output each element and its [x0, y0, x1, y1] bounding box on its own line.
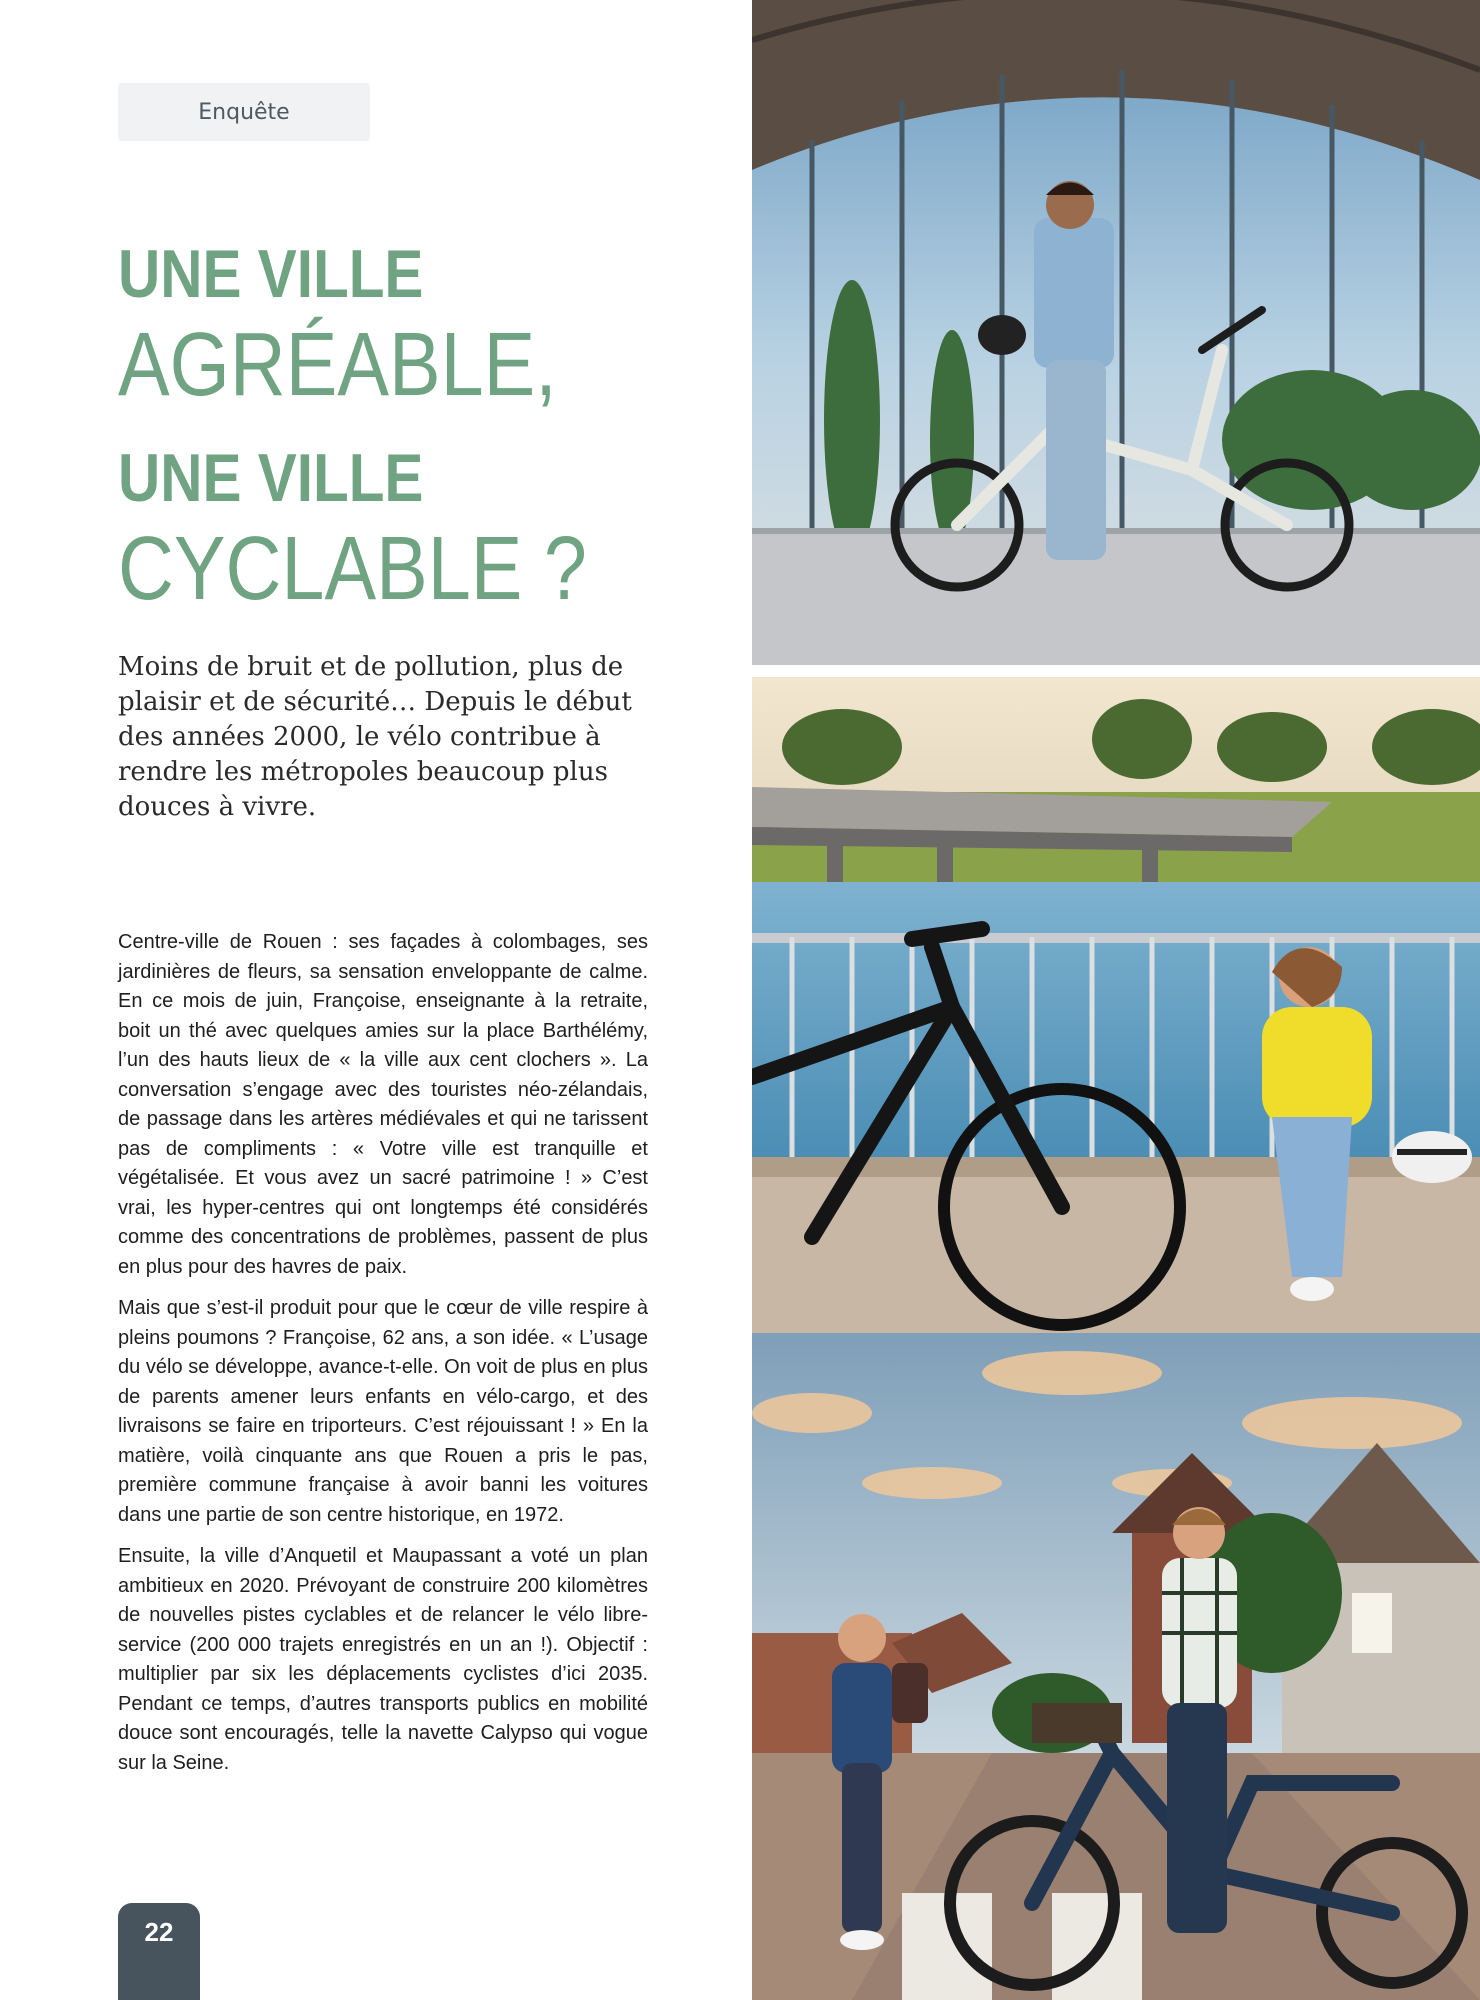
- title-line-1: UNE VILLE: [118, 236, 424, 312]
- photo-woman-bike-river-bridge-icon: [752, 677, 1480, 1333]
- title-line-2: AGRÉABLE,: [118, 315, 557, 415]
- body-paragraph-1: Centre-ville de Rouen : ses façades à colombages, ses jardinières de fleurs, sa sensation enveloppante de calme. En ce mois de juin, Françoise, enseignante à la retraite, boit un thé avec quelques amies sur la place Barthélémy, l’un des hauts lieux de « la ville aux cent clochers ». La conversation s’engage avec des touristes néo-zélandais, de passage dans les artères médiévales et qui ne tarissent pas de compliments : « Votre ville est tranquille et végétalisée. Et vous avez un sacré patrimoine ! » C’est vrai, les hyper-centres qui ont longtemps été considérés comme des concentrations de problèmes, passent de plus en plus pour des havres de paix.: [118, 931, 648, 1278]
- article-body: [118, 928, 648, 1790]
- photo-man-ebike-glass-building-icon: [752, 0, 1480, 665]
- title-line-3: UNE VILLE: [118, 440, 424, 516]
- body-paragraph-3: Ensuite, la ville d’Anquetil et Maupassant a voté un plan ambitieux en 2020. Prévoyant de construire 200 kilomètres de nouvelles pistes cyclables et de relancer le vélo libre-service (200 000 trajets enregistrés en un an !). Objectif : multiplier par six les déplacements cyclistes d’ici 2035. Pendant ce temps, d’autres transports publics en mobilité douce sont encouragés, telle la navette Calypso qui vogue sur la Seine.: [118, 1545, 648, 1774]
- section-tag: Enquête: [118, 83, 370, 141]
- article-title: [118, 232, 663, 640]
- photo-woman-bike-river: [752, 677, 1480, 1333]
- photo-family-cargo-bike-street-icon: [752, 1333, 1480, 2000]
- body-paragraph-2: Mais que s’est-il produit pour que le cœur de ville respire à pleins poumons ? Françoise, 62 ans, a son idée. « L’usage du vélo se développe, avance-t-elle. On voit de plus en plus de parents amener leurs enfants en vélo-cargo, et des livraisons se faire en triporteurs. C’est réjouissant ! » En la matière, voilà cinquante ans que Rouen a pris le pas, première commune française à avoir banni les voitures dans une partie de son centre historique, en 1972.: [118, 1297, 648, 1526]
- lead-paragraph: Moins de bruit et de pollution, plus de plaisir et de sécurité… Depuis le début des années 2000, le vélo contribue à rendre les métropoles beaucoup plus douces à vivre.: [118, 652, 632, 822]
- photo-man-ebike: [752, 0, 1480, 665]
- title-line-4: CYCLABLE ?: [118, 519, 587, 619]
- page-number: 22: [118, 1903, 200, 2000]
- photo-family-cargo-bike: [752, 1333, 1480, 2000]
